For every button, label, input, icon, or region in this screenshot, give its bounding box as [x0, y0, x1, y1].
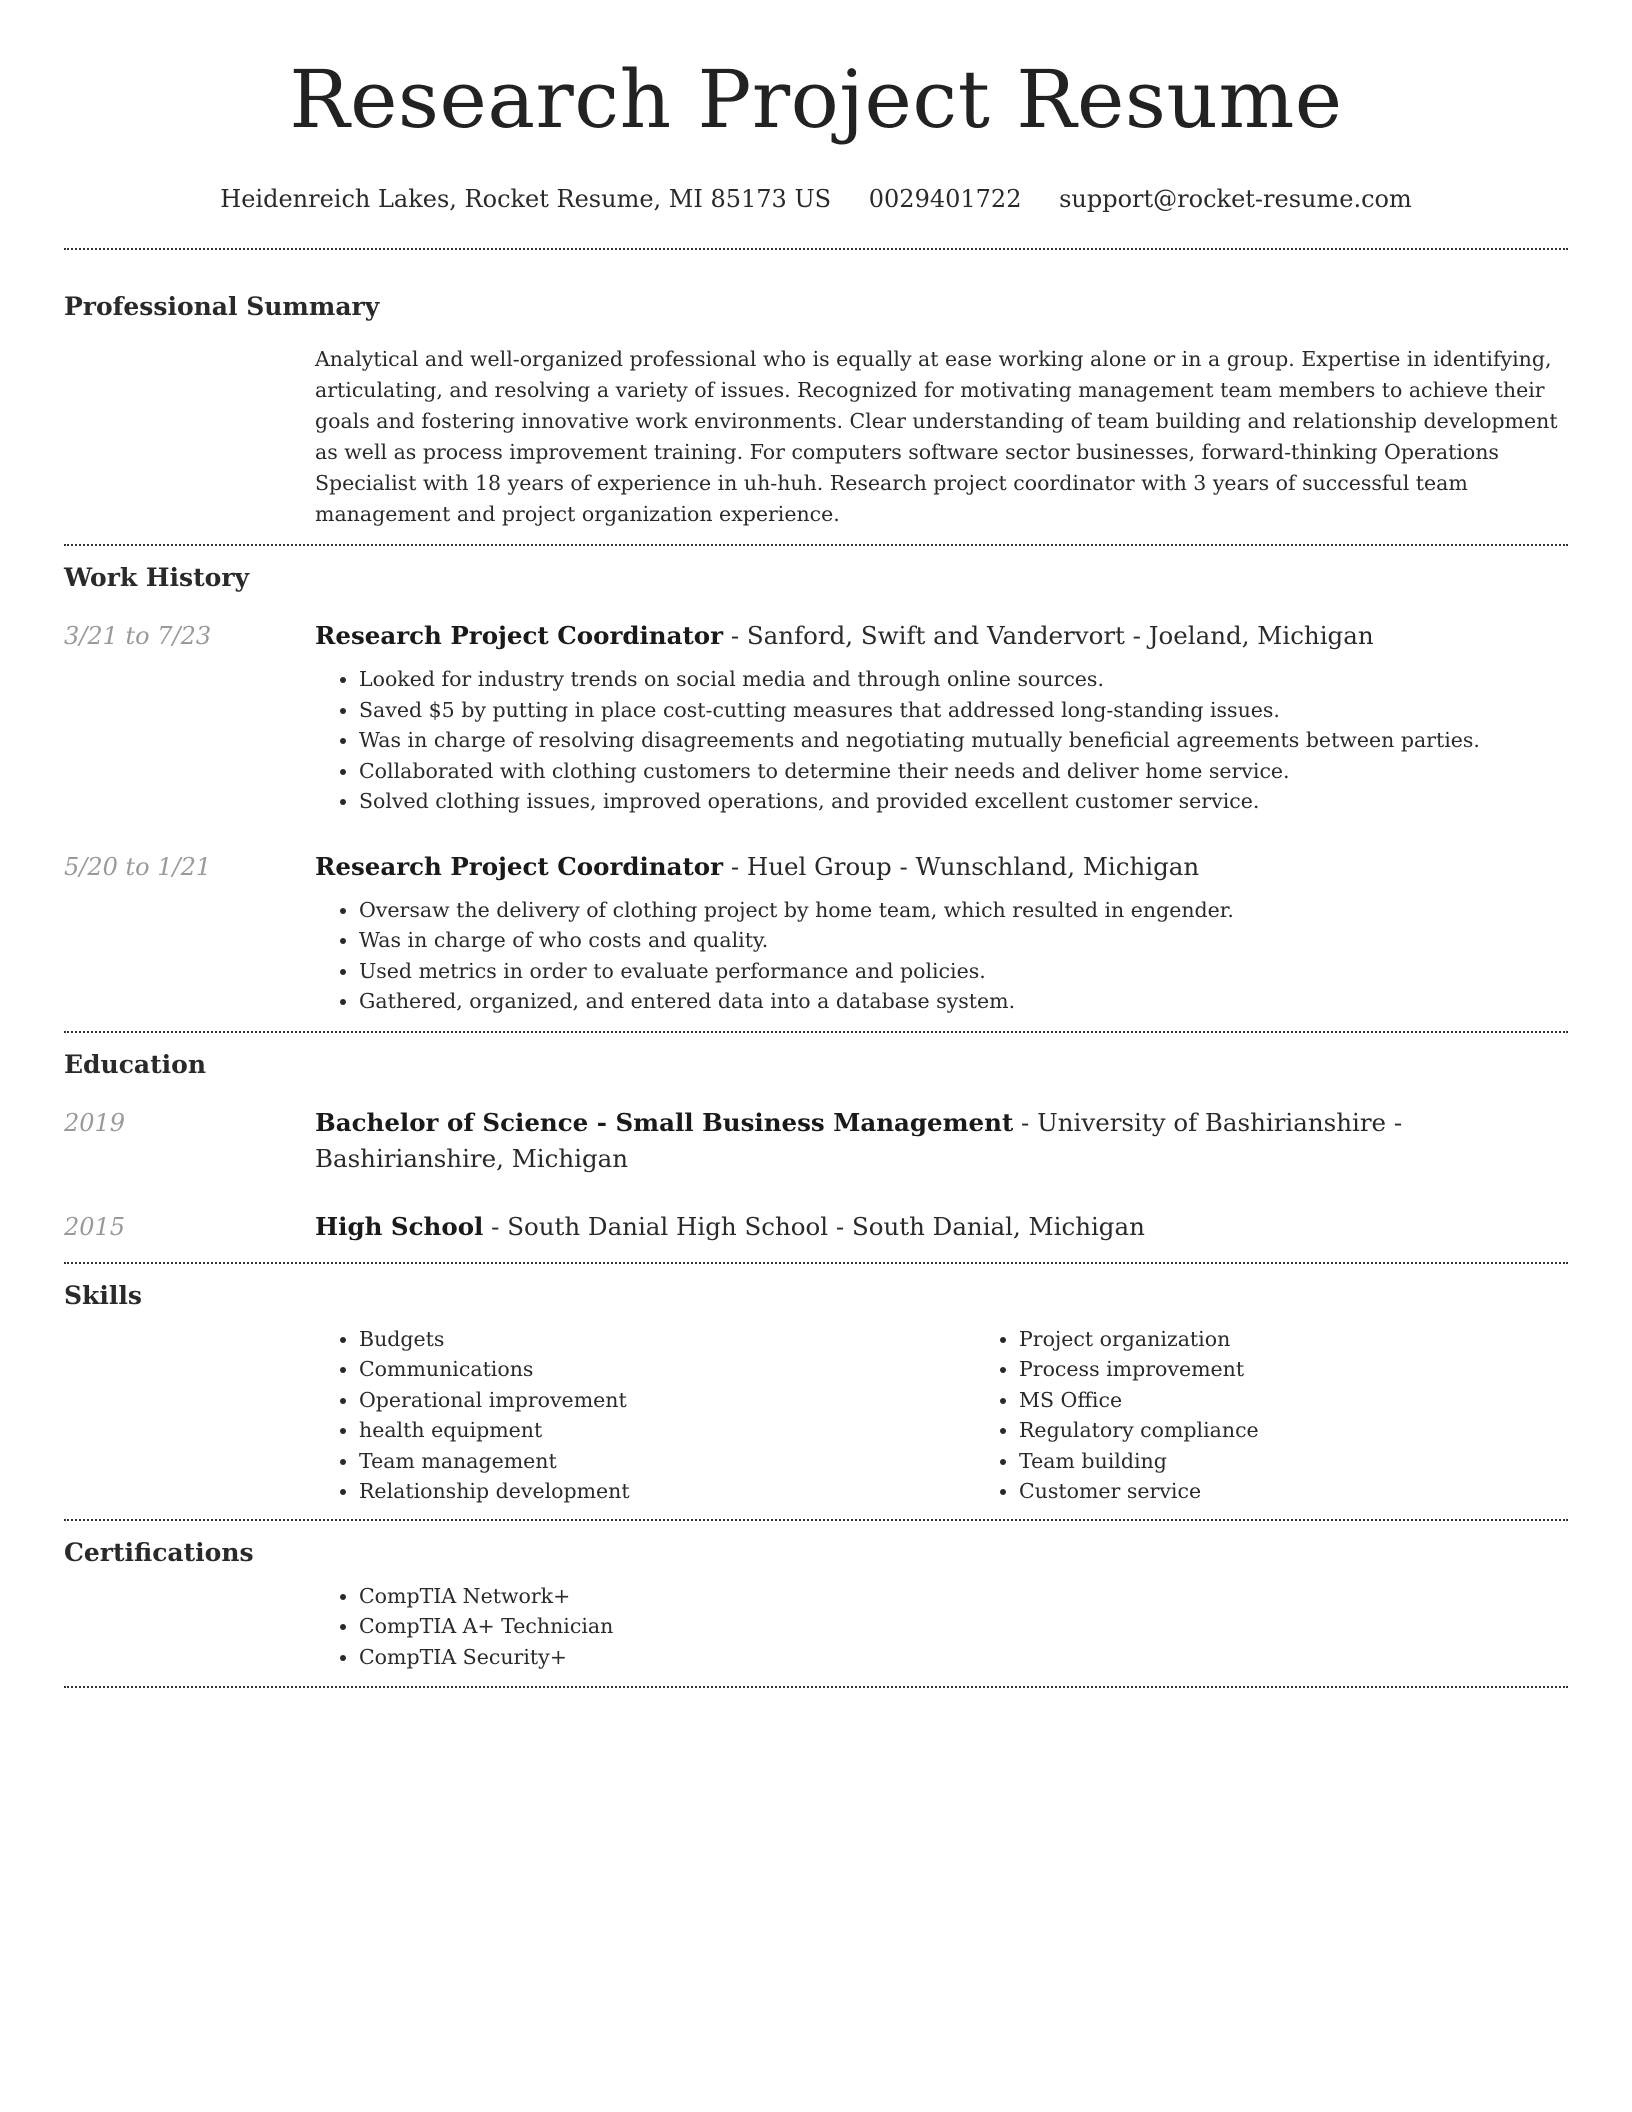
- list-item: • Regulatory compliance: [1019, 1415, 1632, 1446]
- contact-email: support@rocket-resume.com: [1059, 185, 1412, 213]
- job-entry: [64, 849, 1568, 1017]
- list-item: • MS Office: [1019, 1385, 1632, 1416]
- list-item: • Process improvement: [1019, 1354, 1632, 1385]
- list-item: • Team management: [359, 1446, 975, 1477]
- education-degree: Bachelor of Science - Small Business Management: [315, 1107, 1014, 1137]
- job-dates: 3/21 to 7/23: [64, 622, 212, 650]
- list-item: • Customer service: [1019, 1476, 1632, 1507]
- job-dates: 5/20 to 1/21: [64, 852, 212, 881]
- resume-name: Research Project Resume: [289, 53, 1343, 146]
- job-entry: [64, 618, 1568, 817]
- list-item: • Project organization: [1019, 1324, 1632, 1355]
- list-item: • Was in charge of resolving disagreements and negotiating mutually beneficial agreements between parties.: [359, 725, 1568, 756]
- work-history-section: [64, 546, 1568, 1017]
- job-role: Research Project Coordinator: [315, 851, 724, 881]
- contact-phone: 0029401722: [868, 185, 1022, 213]
- list-item: • Was in charge of who costs and quality.: [359, 925, 1568, 956]
- list-item: • Relationship development: [359, 1476, 975, 1507]
- list-item: • Operational improvement: [359, 1385, 975, 1416]
- job-role: Research Project Coordinator: [315, 621, 724, 650]
- job-details: - Huel Group - Wunschland, Michigan: [723, 851, 1200, 881]
- list-item: • Solved clothing issues, improved operations, and provided excellent customer service.: [359, 786, 1568, 817]
- education-entry: [64, 1209, 1568, 1245]
- list-item: • Looked for industry trends on social media and through online sources.: [359, 664, 1568, 695]
- education-details: - South Danial High School - South Danial, Michigan: [483, 1211, 1145, 1241]
- list-item: • Team building: [1019, 1446, 1632, 1477]
- summary-text: Analytical and well-organized professional who is equally at ease working alone or in a group. Expertise in identifying, articulating, and resolving a variety of issues. Recognized for motivating management team members to achieve their goals and fostering innovative work environments. Clear understanding of team building and relationship development as well as process improvement training. For computers software sector businesses, forward-thinking Operations Specialist with 18 years of experience in uh-huh. Research project coordinator with 3 years of successful team management and project organization experience.: [315, 347, 1558, 526]
- education-entry: [64, 1105, 1568, 1177]
- education-section: [64, 1033, 1568, 1245]
- education-heading: [315, 1209, 1568, 1245]
- list-item: • Communications: [359, 1354, 975, 1385]
- skills-list-right: [975, 1324, 1632, 1507]
- contact-address: Heidenreich Lakes, Rocket Resume, MI 85173 US: [220, 185, 832, 213]
- job-details: - Sanford, Swift and Vandervort - Joeland, Michigan: [723, 621, 1374, 650]
- list-item: • health equipment: [359, 1415, 975, 1446]
- education-year: 2015: [64, 1212, 126, 1241]
- list-item: • Used metrics in order to evaluate performance and policies.: [359, 956, 1568, 987]
- job-bullets: [315, 895, 1568, 1017]
- skills-list-left: [315, 1324, 975, 1507]
- education-year: 2019: [64, 1108, 126, 1137]
- education-heading: [315, 1105, 1568, 1177]
- skills-title: Skills: [64, 1280, 142, 1310]
- skills-columns: [315, 1324, 1632, 1507]
- list-item: • Budgets: [359, 1324, 975, 1355]
- list-item: • Oversaw the delivery of clothing project by home team, which resulted in engender.: [359, 895, 1568, 926]
- resume-header: [64, 0, 1568, 214]
- education-title: Education: [64, 1049, 207, 1079]
- education-details: - University of Bashirianshire - Bashirianshire, Michigan: [315, 1107, 1403, 1173]
- list-item: • CompTIA Security+: [359, 1642, 1568, 1673]
- list-item: • Saved $5 by putting in place cost-cutting measures that addressed long-standing issues.: [359, 695, 1568, 726]
- list-item: • CompTIA Network+: [359, 1581, 1568, 1612]
- certifications-section: [64, 1521, 1568, 1673]
- summary-title: Professional Summary: [64, 292, 380, 321]
- resume-page: [64, 0, 1568, 1688]
- certifications-title: Certifications: [64, 1537, 254, 1567]
- list-item: • Gathered, organized, and entered data into a database system.: [359, 986, 1568, 1017]
- skills-section: [64, 1264, 1568, 1507]
- job-heading: [315, 618, 1568, 654]
- contact-line: [64, 184, 1568, 214]
- job-heading: [315, 849, 1568, 885]
- education-degree: High School: [315, 1211, 484, 1241]
- job-bullets: [315, 664, 1568, 817]
- list-item: • Collaborated with clothing customers to determine their needs and deliver home service.: [359, 756, 1568, 787]
- work-history-title: Work History: [64, 563, 250, 592]
- summary-section: [64, 250, 1568, 530]
- section-divider: [64, 1686, 1568, 1688]
- list-item: • CompTIA A+ Technician: [359, 1611, 1568, 1642]
- certifications-list: [315, 1581, 1568, 1673]
